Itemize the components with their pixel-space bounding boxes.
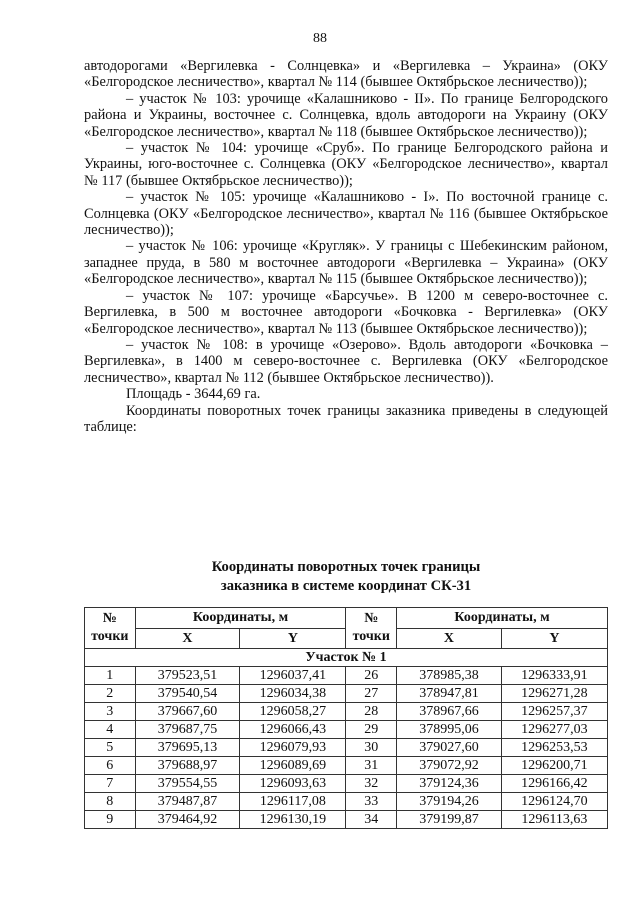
- x-header-left: X: [135, 628, 240, 649]
- y-cell: 1296333,91: [501, 667, 607, 685]
- y-cell: 1296093,63: [240, 775, 346, 793]
- point-number-cell: 9: [85, 811, 136, 829]
- point-number-cell: 30: [346, 739, 397, 757]
- y-cell: 1296166,42: [501, 775, 607, 793]
- x-cell: 378985,38: [397, 667, 502, 685]
- paragraph-area: Площадь - 3644,69 га.: [126, 386, 261, 403]
- point-number-cell: 34: [346, 811, 397, 829]
- paragraph-plot-104: – участок № 104: урочище «Сруб». По границе Белгородского района и Украины, юго-восточнее с. Солнцевка (ОКУ «Белгородское лесничество», квартал № 117 (бывшее Октябрьское лесничество));: [84, 140, 608, 189]
- coordinates-table-wrapper: [84, 607, 608, 829]
- y-cell: 1296124,70: [501, 793, 607, 811]
- x-cell: 379027,60: [397, 739, 502, 757]
- point-number-cell: 2: [85, 685, 136, 703]
- y-cell: 1296271,28: [501, 685, 607, 703]
- point-number-cell: 31: [346, 757, 397, 775]
- y-cell: 1296089,69: [240, 757, 346, 775]
- x-cell: 379667,60: [135, 703, 240, 721]
- table-row: [85, 793, 608, 811]
- table-row: [85, 739, 608, 757]
- table-row: [85, 775, 608, 793]
- paragraph-plot-105: – участок № 105: урочище «Калашниково - I». По восточной границе с. Солнцевка (ОКУ «Белгородское лесничество», квартал № 116 (бывшее Октябрьское лесничество));: [84, 189, 608, 239]
- point-number-cell: 29: [346, 721, 397, 739]
- table-row: [85, 667, 608, 685]
- point-number-header-right: [346, 608, 397, 649]
- x-cell: 379072,92: [397, 757, 502, 775]
- point-number-cell: 8: [85, 793, 136, 811]
- x-cell: 378967,66: [397, 703, 502, 721]
- point-number-cell: 7: [85, 775, 136, 793]
- point-number-header-left: [85, 608, 136, 649]
- table-row: [85, 685, 608, 703]
- point-number-header-word: точки: [91, 629, 129, 644]
- coordinates-header-left: Координаты, м: [135, 608, 346, 629]
- paragraph-plot-106: – участок № 106: урочище «Кругляк». У границы с Шебекинским районом, западнее пруда, в 580 м восточнее автодороги «Вергилевка – Украина» (ОКУ «Белгородское лесничество», квартал № 115 (бывшее Октябрьское лесничество));: [84, 238, 608, 288]
- x-cell: 379687,75: [135, 721, 240, 739]
- point-number-header-symbol: №: [364, 611, 379, 626]
- point-number-cell: 33: [346, 793, 397, 811]
- x-cell: 379487,87: [135, 793, 240, 811]
- x-cell: 379194,26: [397, 793, 502, 811]
- table-title-line-2: заказника в системе координат СК-31: [220, 578, 472, 594]
- point-number-cell: 6: [85, 757, 136, 775]
- point-number-cell: 26: [346, 667, 397, 685]
- point-number-cell: 1: [85, 667, 136, 685]
- y-cell: 1296200,71: [501, 757, 607, 775]
- point-number-cell: 28: [346, 703, 397, 721]
- table-row: [85, 811, 608, 829]
- x-cell: 379199,87: [397, 811, 502, 829]
- x-cell: 379124,36: [397, 775, 502, 793]
- y-cell: 1296034,38: [240, 685, 346, 703]
- point-number-cell: 3: [85, 703, 136, 721]
- paragraph-plot-107: – участок № 107: урочище «Барсучье». В 1200 м северо-восточнее с. Вергилевка, в 500 м восточнее автодороги «Бочковка - Вергилевка» (ОКУ «Белгородское лесничество», квартал № 113 (бывшее Октябрьское лесничество));: [84, 287, 608, 337]
- y-cell: 1296253,53: [501, 739, 607, 757]
- body-text: [84, 58, 608, 435]
- paragraph-table-intro: Координаты поворотных точек границы заказника приведены в следующей таблице:: [84, 402, 608, 435]
- paragraph: автодорогами «Вергилевка - Солнцевка» и «Вергилевка – Украина» (ОКУ «Белгородское лесничество», квартал № 114 (бывшее Октябрьское лесничество));: [84, 58, 608, 91]
- x-cell: 378995,06: [397, 721, 502, 739]
- coordinates-header-right: Координаты, м: [397, 608, 608, 629]
- x-cell: 378947,81: [397, 685, 502, 703]
- y-header-right: Y: [501, 628, 607, 649]
- y-cell: 1296058,27: [240, 703, 346, 721]
- x-cell: 379464,92: [135, 811, 240, 829]
- y-cell: 1296037,41: [240, 667, 346, 685]
- point-number-cell: 4: [85, 721, 136, 739]
- table-row: [85, 721, 608, 739]
- paragraph-plot-103: – участок № 103: урочище «Калашниково - II». По границе Белгородского района и Украины, восточнее с. Солнцевка, вдоль автодороги на Украину (ОКУ «Белгородское лесничество», квартал № 118 (бывшее Октябрьское лесничество));: [84, 90, 608, 140]
- coordinates-table: [84, 607, 608, 829]
- y-cell: 1296079,93: [240, 739, 346, 757]
- y-header-left: Y: [240, 628, 346, 649]
- y-cell: 1296117,08: [240, 793, 346, 811]
- y-cell: 1296277,03: [501, 721, 607, 739]
- x-cell: 379523,51: [135, 667, 240, 685]
- point-number-cell: 32: [346, 775, 397, 793]
- x-cell: 379695,13: [135, 739, 240, 757]
- point-number-cell: 5: [85, 739, 136, 757]
- y-cell: 1296066,43: [240, 721, 346, 739]
- y-cell: 1296113,63: [501, 811, 607, 829]
- paragraph-plot-108: – участок № 108: в урочище «Озерово». Вдоль автодороги «Бочковка – Вергилевка», в 1400 м северо-восточнее с. Вергилевка (ОКУ «Белгородское лесничество», квартал № 112 (бывшее Октябрьское лесничество)).: [84, 336, 608, 386]
- x-header-right: X: [397, 628, 502, 649]
- point-number-header-symbol: №: [102, 611, 117, 626]
- point-number-cell: 27: [346, 685, 397, 703]
- x-cell: 379540,54: [135, 685, 240, 703]
- section-row: [85, 649, 608, 667]
- table-title-line-1: Координаты поворотных точек границы: [211, 559, 481, 575]
- table-title: [84, 558, 608, 596]
- table-row: [85, 757, 608, 775]
- y-cell: 1296130,19: [240, 811, 346, 829]
- x-cell: 379688,97: [135, 757, 240, 775]
- section-label: Участок № 1: [85, 649, 608, 667]
- y-cell: 1296257,37: [501, 703, 607, 721]
- x-cell: 379554,55: [135, 775, 240, 793]
- point-number-header-word: точки: [352, 629, 390, 644]
- table-row: [85, 703, 608, 721]
- page-number: 88: [313, 31, 327, 46]
